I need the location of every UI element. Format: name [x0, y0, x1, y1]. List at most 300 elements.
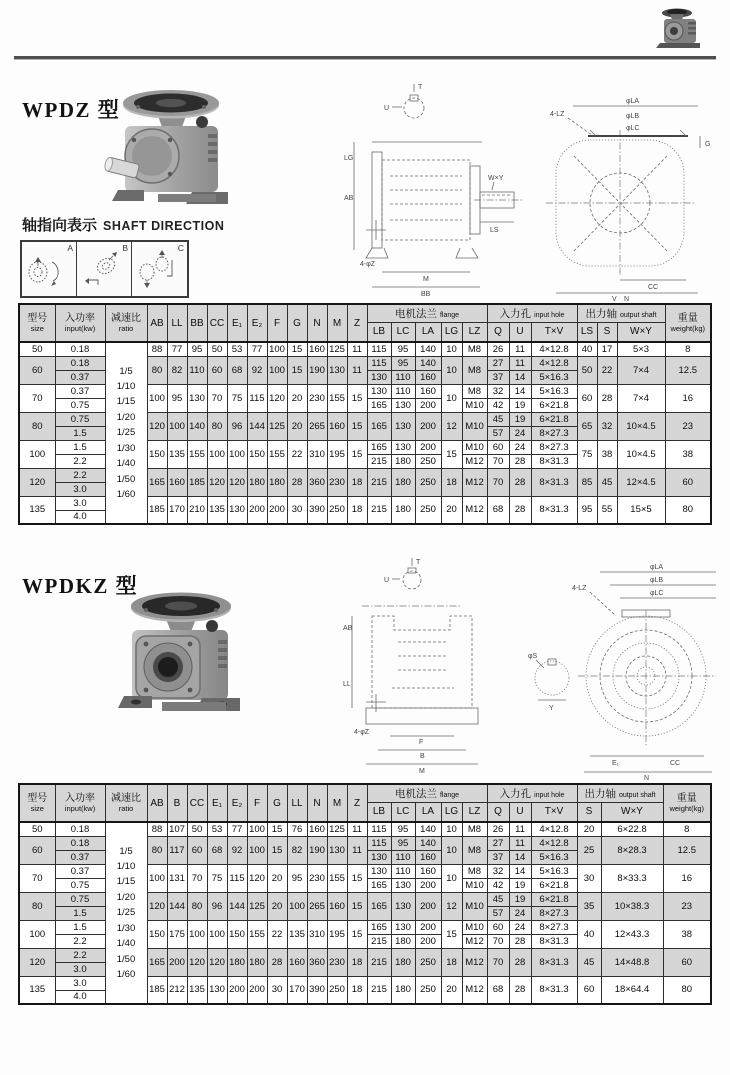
svg-text:CC: CC: [670, 760, 681, 767]
spec-cell: 32: [487, 864, 509, 878]
spec-cell: 75: [577, 440, 597, 468]
shaft-direction-label: [22, 214, 224, 235]
spec-cell: 8: [663, 822, 711, 836]
spec-cell: 8×31.3: [531, 496, 577, 524]
spec-cell: 17: [597, 342, 617, 356]
svg-text:U: U: [384, 577, 390, 584]
spec-cell: 30: [577, 864, 601, 892]
spec-cell: 0.37: [55, 384, 105, 398]
spec-cell: 38: [665, 440, 711, 468]
spec-cell: 18×64.4: [601, 976, 663, 1004]
spec-cell: 125: [327, 822, 347, 836]
spec-cell: 80: [147, 836, 167, 864]
spec-cell: 120: [207, 468, 227, 496]
spec-cell: 310: [307, 920, 327, 948]
spec-cell: 92: [227, 836, 247, 864]
spec-cell: 70: [487, 934, 509, 948]
spec-cell: 70: [19, 864, 55, 892]
col-header: T×V: [531, 802, 577, 822]
spec-cell: 50: [577, 356, 597, 384]
spec-cell: 0.18: [55, 356, 105, 370]
spec-cell: 80: [207, 412, 227, 440]
col-header: F: [267, 304, 287, 342]
col-header: LB: [367, 802, 391, 822]
spec-cell: M8: [462, 384, 487, 398]
spec-cell: 6×21.8: [531, 412, 577, 426]
spec-cell: 120: [187, 948, 207, 976]
spec-cell: 24: [509, 906, 531, 920]
spec-cell: 65: [577, 412, 597, 440]
spec-cell: 14: [509, 850, 531, 864]
spec-cell: 4×12.8: [531, 836, 577, 850]
spec-cell: 95: [167, 384, 187, 412]
spec-cell: 7×4: [617, 384, 665, 412]
spec-cell: 170: [167, 496, 187, 524]
spec-cell: 160: [415, 370, 441, 384]
spec-cell: 24: [509, 920, 531, 934]
col-header: CC: [207, 304, 227, 342]
spec-cell: 135: [207, 496, 227, 524]
spec-cell: 144: [167, 892, 187, 920]
spec-cell: 0.18: [55, 342, 105, 356]
spec-cell: 200: [167, 948, 187, 976]
col-header: LG: [441, 802, 462, 822]
col-header: F: [247, 784, 267, 822]
spec-cell: 18: [347, 468, 367, 496]
spec-cell: 0.37: [55, 864, 105, 878]
spec-cell: 250: [415, 976, 441, 1004]
col-header: LL: [287, 784, 307, 822]
spec-cell: 215: [367, 468, 391, 496]
svg-text:φLB: φLB: [650, 577, 664, 584]
col-header: 入力孔 input hole: [487, 784, 577, 802]
spec-cell: 8×27.3: [531, 426, 577, 440]
spec-cell: 95: [391, 342, 415, 356]
spec-cell: 120: [19, 468, 55, 496]
spec-cell: 15: [347, 892, 367, 920]
spec-cell: 95: [287, 864, 307, 892]
col-header: 型号 size: [19, 784, 55, 822]
svg-text:φLC: φLC: [650, 590, 664, 597]
spec-cell: 18: [441, 948, 462, 976]
spec-cell: 68: [207, 836, 227, 864]
shaft-direction-en: SHAFT DIRECTION: [103, 219, 225, 233]
spec-cell: 77: [227, 822, 247, 836]
col-header: U: [509, 802, 531, 822]
wpdz-spec-table-wrap: [18, 303, 712, 525]
spec-cell: 10: [441, 864, 462, 892]
spec-cell: M12: [462, 454, 487, 468]
spec-cell: 15: [347, 412, 367, 440]
spec-cell: 0.75: [55, 892, 105, 906]
wpdz-heading: WPDZ 型: [22, 98, 121, 122]
spec-cell: 11: [347, 342, 367, 356]
col-header: 电机法兰 flange: [367, 304, 487, 322]
spec-cell: 107: [167, 822, 187, 836]
spec-cell: 155: [247, 920, 267, 948]
spec-cell: 15: [287, 356, 307, 384]
svg-text:LS: LS: [490, 227, 499, 234]
spec-cell: 110: [187, 356, 207, 384]
spec-cell: 20: [287, 384, 307, 412]
wpdz-technical-drawing: [342, 80, 720, 302]
spec-cell: 200: [415, 440, 441, 454]
spec-cell: 35: [577, 892, 601, 920]
spec-cell: 130: [391, 920, 415, 934]
spec-cell: 55: [597, 496, 617, 524]
col-header: LA: [415, 322, 441, 342]
col-header: U: [509, 322, 531, 342]
spec-cell: 140: [415, 342, 441, 356]
spec-cell: 18: [347, 976, 367, 1004]
col-header: W×Y: [601, 802, 663, 822]
spec-cell: 15: [441, 920, 462, 948]
spec-cell: 130: [367, 370, 391, 384]
spec-cell: 200: [247, 976, 267, 1004]
spec-cell: 60: [663, 948, 711, 976]
svg-text:AB: AB: [343, 625, 353, 632]
spec-cell: 100: [247, 822, 267, 836]
spec-cell: 130: [391, 878, 415, 892]
spec-cell: 10: [441, 822, 462, 836]
spec-cell: 200: [247, 496, 267, 524]
spec-cell: 15: [347, 440, 367, 468]
col-header: Q: [487, 322, 509, 342]
svg-text:φS: φS: [528, 653, 538, 660]
spec-cell: 125: [267, 412, 287, 440]
spec-cell: M8: [462, 342, 487, 356]
spec-cell: 10: [441, 384, 462, 412]
spec-cell: 0.75: [55, 878, 105, 892]
spec-cell: 155: [267, 440, 287, 468]
spec-cell: 95: [391, 822, 415, 836]
spec-cell: 37: [487, 370, 509, 384]
svg-text:4-φZ: 4-φZ: [354, 729, 370, 736]
spec-cell: 10: [441, 836, 462, 864]
spec-cell: 130: [327, 356, 347, 384]
col-header: B: [167, 784, 187, 822]
spec-cell: 160: [415, 384, 441, 398]
spec-cell: 180: [391, 934, 415, 948]
spec-cell: 130: [391, 398, 415, 412]
spec-cell: 120: [247, 864, 267, 892]
svg-text:BB: BB: [421, 291, 431, 298]
spec-cell: 14: [509, 370, 531, 384]
spec-cell: 160: [307, 822, 327, 836]
spec-cell: 38: [597, 440, 617, 468]
spec-cell: 160: [287, 948, 307, 976]
spec-cell: 185: [187, 468, 207, 496]
spec-cell: 190: [307, 836, 327, 864]
spec-cell: 180: [391, 976, 415, 1004]
col-header: S: [597, 322, 617, 342]
spec-cell: 120: [207, 948, 227, 976]
svg-text:AB: AB: [344, 195, 354, 202]
spec-cell: 80: [19, 412, 55, 440]
col-header: 出力轴 output shaft: [577, 304, 665, 322]
spec-cell: 60: [487, 440, 509, 454]
spec-cell: 6×21.8: [531, 892, 577, 906]
wpdz-photo: [102, 84, 240, 214]
spec-cell: 5×16.3: [531, 864, 577, 878]
spec-cell: 8×28.3: [601, 836, 663, 864]
spec-cell: 70: [487, 468, 509, 496]
spec-cell: 1.5: [55, 426, 105, 440]
spec-cell: 19: [509, 892, 531, 906]
spec-cell: 100: [19, 440, 55, 468]
spec-cell: 100: [147, 384, 167, 412]
spec-cell: 155: [327, 864, 347, 892]
spec-cell: 1.5: [55, 906, 105, 920]
spec-cell: 40: [577, 342, 597, 356]
spec-cell: 23: [665, 412, 711, 440]
spec-cell: 5×16.3: [531, 370, 577, 384]
spec-cell: 360: [307, 468, 327, 496]
svg-text:φLC: φLC: [626, 125, 640, 132]
spec-cell: 165: [367, 398, 391, 412]
col-header: E₂: [247, 304, 267, 342]
col-header: E₂: [227, 784, 247, 822]
spec-cell: 100: [247, 836, 267, 864]
spec-cell: 45: [577, 948, 601, 976]
spec-cell: 68: [487, 976, 509, 1004]
svg-text:CC: CC: [648, 284, 659, 291]
spec-cell: 212: [167, 976, 187, 1004]
col-header: 型号 size: [19, 304, 55, 342]
svg-text:LL: LL: [343, 681, 351, 688]
spec-cell: 32: [597, 412, 617, 440]
spec-cell: 60: [665, 468, 711, 496]
spec-cell: 50: [19, 342, 55, 356]
spec-cell: 37: [487, 850, 509, 864]
spec-cell: 32: [487, 384, 509, 398]
spec-cell: 14×48.8: [601, 948, 663, 976]
svg-text:M: M: [419, 768, 425, 775]
spec-cell: 390: [307, 976, 327, 1004]
spec-cell: 50: [19, 822, 55, 836]
spec-cell: 20: [287, 412, 307, 440]
spec-cell: 130: [327, 836, 347, 864]
spec-cell: 70: [19, 384, 55, 412]
spec-cell: 23: [663, 892, 711, 920]
col-header: AB: [147, 304, 167, 342]
spec-cell: 3.0: [55, 976, 105, 990]
spec-cell: 0.75: [55, 398, 105, 412]
spec-cell: 215: [367, 454, 391, 468]
shaft-direction-cn: 轴指向表示: [22, 217, 98, 234]
spec-cell: 95: [391, 836, 415, 850]
svg-text:U: U: [384, 105, 390, 112]
spec-cell: 5×16.3: [531, 384, 577, 398]
spec-cell: 18: [441, 468, 462, 496]
spec-cell: 165: [147, 948, 167, 976]
spec-cell: 38: [663, 920, 711, 948]
spec-cell: 18: [347, 496, 367, 524]
spec-cell: 27: [487, 356, 509, 370]
spec-cell: 100: [267, 356, 287, 384]
spec-cell: M8: [462, 356, 487, 384]
spec-cell: 70: [207, 384, 227, 412]
col-header: 重量 weight(kg): [665, 304, 711, 342]
spec-cell: 144: [227, 892, 247, 920]
spec-cell: M10: [462, 920, 487, 934]
col-header: S: [577, 802, 601, 822]
spec-cell: 200: [415, 892, 441, 920]
spec-cell: 19: [509, 398, 531, 412]
spec-cell: 8×27.3: [531, 440, 577, 454]
spec-cell: 100: [267, 342, 287, 356]
spec-cell: 265: [307, 412, 327, 440]
spec-cell: 115: [367, 836, 391, 850]
col-header: W×Y: [617, 322, 665, 342]
spec-cell: 130: [367, 850, 391, 864]
spec-cell: 120: [267, 384, 287, 412]
spec-cell: 135: [187, 976, 207, 1004]
spec-cell: 180: [227, 948, 247, 976]
spec-cell: 28: [509, 454, 531, 468]
spec-cell: M10: [462, 398, 487, 412]
col-header: N: [307, 784, 327, 822]
svg-text:T: T: [418, 84, 423, 91]
spec-cell: 11: [347, 836, 367, 864]
spec-cell: 5×16.3: [531, 850, 577, 864]
spec-cell: 140: [187, 412, 207, 440]
col-header: M: [327, 304, 347, 342]
spec-cell: 110: [391, 370, 415, 384]
spec-cell: 250: [415, 454, 441, 468]
svg-text:φLA: φLA: [650, 564, 664, 571]
spec-cell: 1/5 1/10 1/15 1/20 1/25 1/30 1/40 1/50 1/60: [105, 342, 147, 524]
spec-cell: 22: [267, 920, 287, 948]
spec-cell: 16: [665, 384, 711, 412]
svg-text:4-φZ: 4-φZ: [360, 261, 376, 268]
direction-cell-a: [22, 242, 77, 296]
spec-cell: 180: [391, 468, 415, 496]
spec-cell: 140: [415, 356, 441, 370]
spec-cell: M12: [462, 496, 487, 524]
spec-cell: 8×31.3: [531, 454, 577, 468]
spec-cell: 4×12.8: [531, 356, 577, 370]
shaft-direction-panel: [20, 240, 189, 298]
spec-cell: 180: [247, 468, 267, 496]
spec-cell: 165: [367, 412, 391, 440]
spec-cell: 250: [415, 468, 441, 496]
spec-cell: 4.0: [55, 990, 105, 1004]
spec-cell: 80: [663, 976, 711, 1004]
spec-cell: 75: [227, 384, 247, 412]
spec-cell: 15: [347, 864, 367, 892]
spec-cell: 5×3: [617, 342, 665, 356]
col-header: 出力轴 output shaft: [577, 784, 663, 802]
spec-cell: 10×4.5: [617, 440, 665, 468]
svg-text:E₁: E₁: [612, 760, 620, 767]
spec-cell: 1.5: [55, 440, 105, 454]
col-header: G: [287, 304, 307, 342]
spec-cell: 68: [487, 496, 509, 524]
spec-cell: 77: [167, 342, 187, 356]
col-header: E₁: [227, 304, 247, 342]
spec-cell: 6×21.8: [531, 878, 577, 892]
wpdz-spec-table: [18, 303, 712, 525]
spec-cell: 200: [415, 398, 441, 412]
spec-cell: 4×12.8: [531, 822, 577, 836]
spec-cell: 110: [391, 384, 415, 398]
spec-cell: 140: [415, 822, 441, 836]
spec-cell: 190: [307, 356, 327, 384]
spec-cell: 100: [207, 920, 227, 948]
spec-cell: 22: [287, 440, 307, 468]
spec-cell: 76: [287, 822, 307, 836]
spec-cell: 200: [415, 920, 441, 934]
spec-cell: 8×31.3: [531, 976, 577, 1004]
spec-cell: 120: [227, 468, 247, 496]
spec-cell: 30: [267, 976, 287, 1004]
spec-cell: 12.5: [663, 836, 711, 864]
spec-cell: 360: [307, 948, 327, 976]
spec-cell: 0.18: [55, 836, 105, 850]
spec-cell: 20: [267, 864, 287, 892]
spec-cell: M10: [462, 878, 487, 892]
spec-cell: 60: [487, 920, 509, 934]
spec-cell: 45: [487, 412, 509, 426]
col-header: 减速比 ratio: [105, 304, 147, 342]
spec-cell: 140: [415, 836, 441, 850]
spec-cell: 60: [577, 384, 597, 412]
spec-cell: 165: [367, 892, 391, 920]
spec-cell: 45: [487, 892, 509, 906]
spec-cell: 26: [487, 822, 509, 836]
spec-cell: M12: [462, 976, 487, 1004]
spec-cell: M10: [462, 440, 487, 454]
direction-letter-b: B: [122, 243, 128, 253]
spec-cell: 8×33.3: [601, 864, 663, 892]
col-header: 重量 weight(kg): [663, 784, 711, 822]
svg-text:LG: LG: [344, 155, 354, 162]
spec-cell: 125: [247, 892, 267, 920]
spec-cell: M10: [462, 892, 487, 920]
spec-cell: 165: [367, 440, 391, 454]
spec-cell: 100: [287, 892, 307, 920]
col-header: 电机法兰 flange: [367, 784, 487, 802]
spec-cell: 80: [19, 892, 55, 920]
spec-cell: 82: [287, 836, 307, 864]
svg-text:W×Y: W×Y: [488, 175, 504, 182]
spec-cell: 215: [367, 934, 391, 948]
spec-cell: 15×5: [617, 496, 665, 524]
spec-cell: 100: [147, 864, 167, 892]
svg-text:4-LZ: 4-LZ: [572, 585, 587, 592]
spec-cell: 50: [207, 342, 227, 356]
wpdkz-spec-table: [18, 783, 712, 1005]
svg-text:φLB: φLB: [626, 113, 640, 120]
svg-text:φLA: φLA: [626, 98, 640, 105]
spec-cell: 215: [367, 976, 391, 1004]
direction-letter-a: A: [67, 243, 73, 253]
spec-cell: 4×12.8: [531, 342, 577, 356]
spec-cell: 120: [147, 412, 167, 440]
spec-cell: 60: [187, 836, 207, 864]
col-header: Z: [347, 304, 367, 342]
spec-cell: 230: [307, 384, 327, 412]
spec-cell: 15: [267, 836, 287, 864]
spec-cell: 28: [287, 468, 307, 496]
spec-cell: 210: [187, 496, 207, 524]
spec-cell: 175: [167, 920, 187, 948]
spec-cell: 195: [327, 440, 347, 468]
spec-cell: 180: [391, 496, 415, 524]
spec-cell: 120: [19, 948, 55, 976]
spec-cell: M10: [462, 412, 487, 440]
